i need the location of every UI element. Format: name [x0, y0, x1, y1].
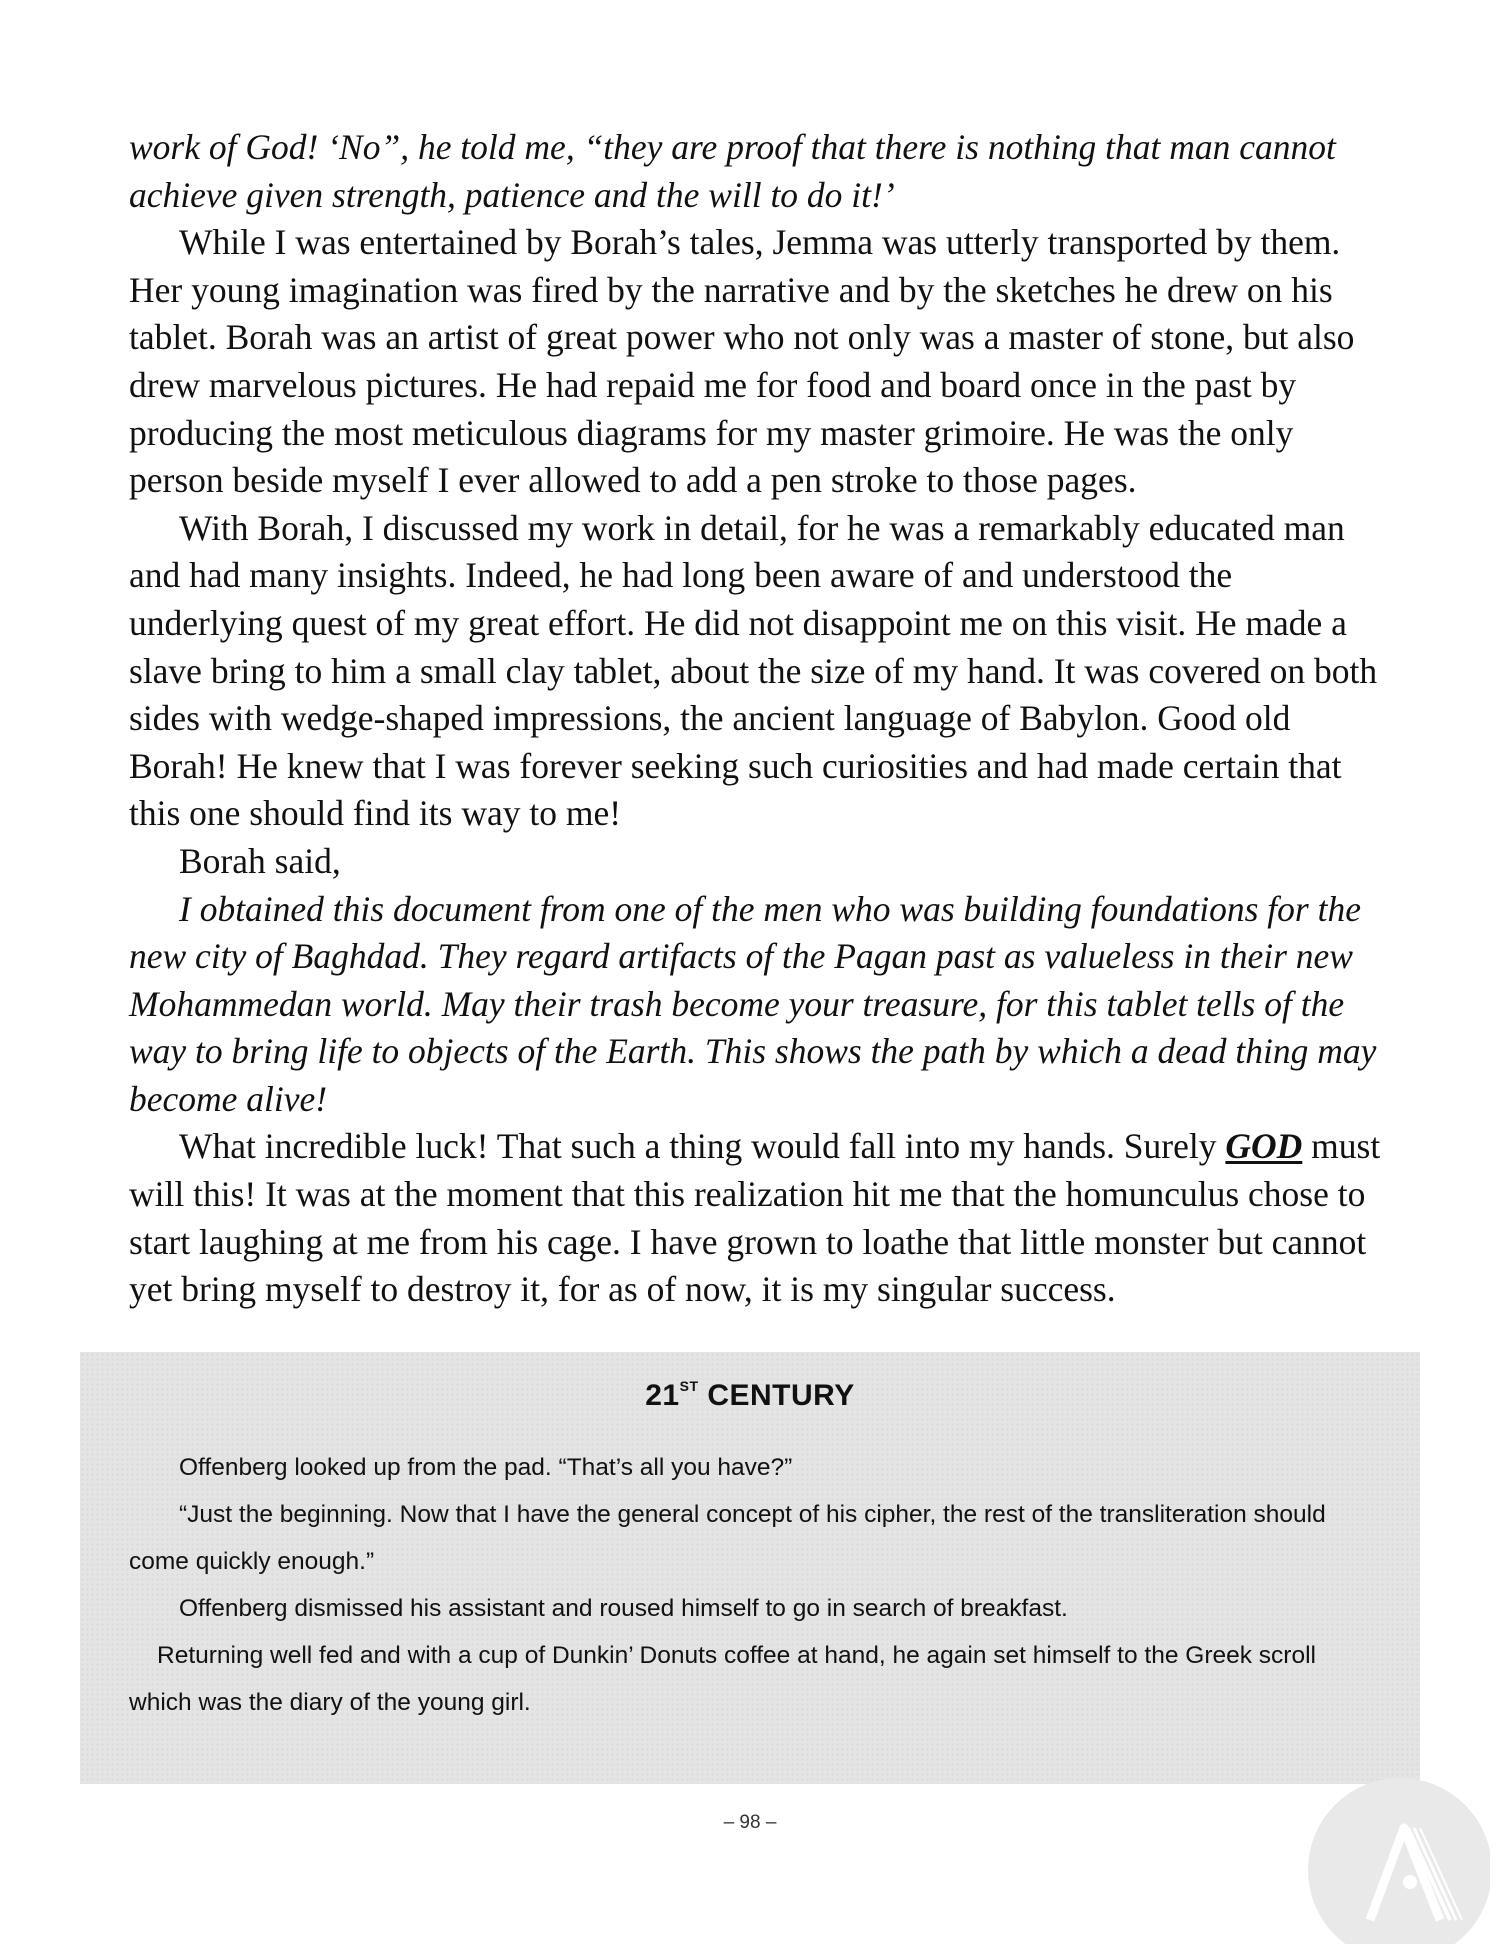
page-number: – 98 – — [723, 1812, 777, 1833]
heading-number: 21 — [645, 1379, 680, 1412]
main-text — [129, 124, 1389, 1314]
paragraph-1: work of God! ‘No”, he told me, “they are proof that there is nothing that man cannot achieve given strength, patience and the will to do it!’ — [129, 127, 1336, 215]
heading-ordinal: ST — [679, 1378, 699, 1394]
section-paragraph-4: Returning well fed and with a cup of Dunkin’ Donuts coffee at hand, he again set himself to the Greek scroll which was the diary of the young girl. — [129, 1642, 1316, 1716]
section-paragraph-1: Offenberg looked up from the pad. “That’s all you have?” — [179, 1454, 793, 1481]
watermark-logo-icon — [1300, 1770, 1490, 1944]
section-paragraph-3: Offenberg dismissed his assistant and roused himself to go in search of breakfast. — [179, 1595, 1068, 1622]
paragraph-6 — [129, 1123, 1389, 1313]
paragraph-6-after: must will this! It was at the moment that this realization hit me that the homunculus chose to start laughing at me from his cage. I have grown to loathe that little monster but cannot yet bring myself to destroy it, for as of now, it is my singular success. — [129, 1126, 1381, 1310]
paragraph-3: With Borah, I discussed my work in detail, for he was a remarkably educated man and had many insights. Indeed, he had long been aware of and understood the underlying quest of my great effort. He did not disappoint me on this visit. He made a slave bring to him a small clay tablet, about the size of my hand. It was covered on both sides with wedge-shaped impressions, the ancient language of Babylon. Good old Borah! He knew that I was forever seeking such curiosities and had made certain that this one should find its way to me! — [129, 507, 1378, 834]
paragraph-4: Borah said, — [179, 840, 341, 881]
paragraph-2: While I was entertained by Borah’s tales, Jemma was utterly transported by them. Her young imagination was fired by the narrative and by the sketches he drew on his tablet. Borah was an artist of great power who not only was a master of stone, but also drew marvelous pictures. He had repaid me for food and board once in the past by producing the most meticulous diagrams for my master grimoire. He was the only person beside myself I ever allowed to add a pen stroke to those pages. — [129, 222, 1355, 501]
section-paragraph-2: “Just the beginning. Now that I have the general concept of his cipher, the rest of the transliteration should come quickly enough.” — [129, 1501, 1326, 1575]
heading-word: CENTURY — [707, 1379, 855, 1412]
section-text — [129, 1444, 1369, 1726]
paragraph-5-quote: I obtained this document from one of the men who was building foundations for the new city of Baghdad. They regard artifacts of the Pagan past as valueless in their new Mohammedan world. May their trash become your treasure, for this tablet tells of the way to bring life to objects of the Earth. This shows the path by which a dead thing may become alive! — [129, 888, 1377, 1119]
god-emphasis: GOD — [1225, 1126, 1303, 1167]
paragraph-6-before: What incredible luck! That such a thing would fall into my hands. Surely — [179, 1126, 1226, 1167]
section-heading — [0, 1378, 1500, 1413]
